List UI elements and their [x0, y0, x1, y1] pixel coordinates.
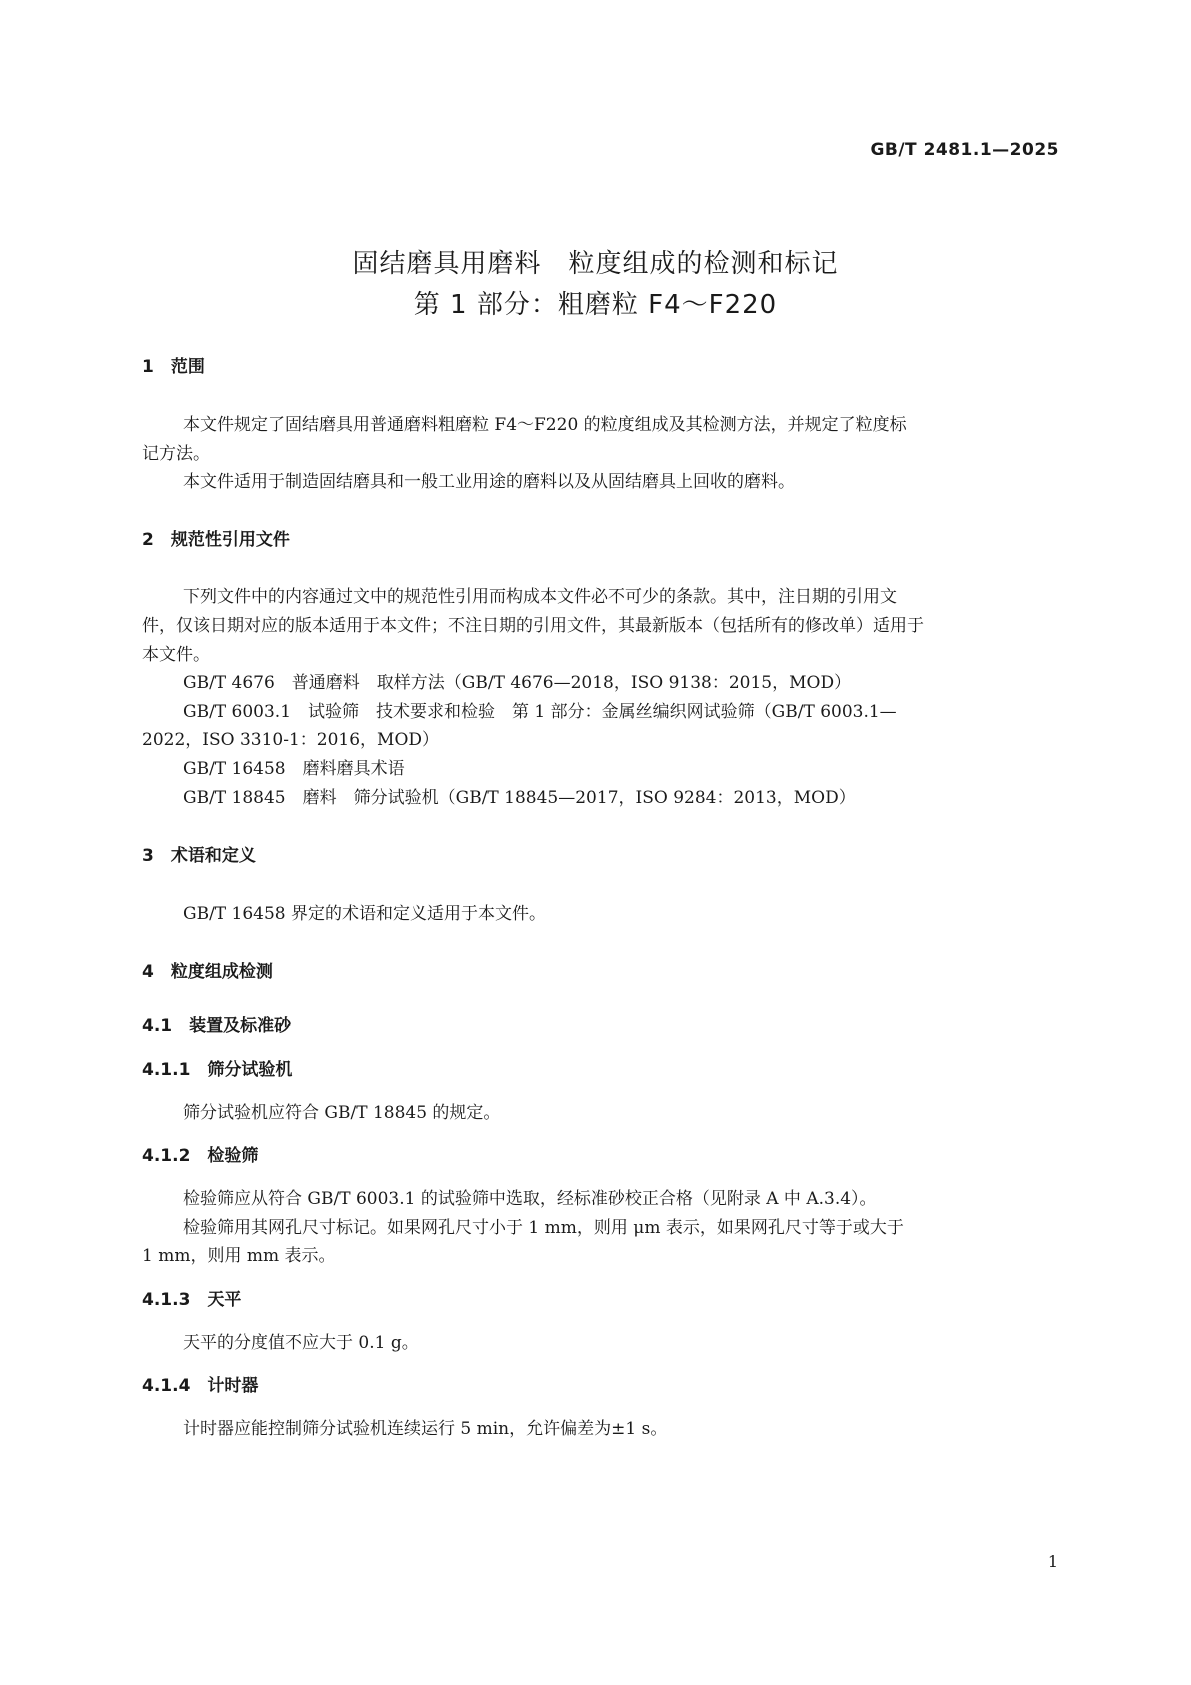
- paragraph: 本文件规定了固结磨具用普通磨料粗磨粒 F4～F220 的粒度组成及其检测方法，并规定了粒度标: [183, 415, 907, 435]
- subsection-heading-sieving-machine: 4.1.1 筛分试验机: [142, 1060, 293, 1080]
- paragraph: 筛分试验机应符合 GB/T 18845 的规定。: [183, 1103, 501, 1123]
- paragraph: 下列文件中的内容通过文中的规范性引用而构成本文件必不可少的条款。其中，注日期的引用文: [183, 587, 897, 607]
- reference-item: GB/T 16458 磨料磨具术语: [183, 759, 405, 779]
- paragraph: 1 mm，则用 mm 表示。: [142, 1246, 336, 1266]
- paragraph: 本文件适用于制造固结磨具和一般工业用途的磨料以及从固结磨具上回收的磨料。: [183, 472, 795, 492]
- reference-item-continuation: 2022，ISO 3310-1：2016，MOD）: [142, 730, 440, 750]
- reference-item: GB/T 18845 磨料 筛分试验机（GB/T 18845—2017，ISO 9284：2013，MOD）: [183, 788, 856, 808]
- paragraph: 天平的分度值不应大于 0.1 g。: [183, 1333, 419, 1353]
- subsection-heading-apparatus: 4.1 装置及标准砂: [142, 1016, 292, 1036]
- document-title-line1: 固结磨具用磨料 粒度组成的检测和标记: [352, 249, 839, 279]
- standard-code: GB/T 2481.1—2025: [870, 140, 1059, 160]
- paragraph: 检验筛用其网孔尺寸标记。如果网孔尺寸小于 1 mm，则用 μm 表示，如果网孔尺寸等于或大于: [183, 1218, 904, 1238]
- paragraph: 记方法。: [142, 444, 210, 464]
- page-number: 1: [1047, 1552, 1058, 1571]
- paragraph: 计时器应能控制筛分试验机连续运行 5 min，允许偏差为±1 s。: [183, 1419, 668, 1439]
- subsection-heading-timer: 4.1.4 计时器: [142, 1376, 259, 1396]
- document-title-line2: 第 1 部分：粗磨粒 F4～F220: [413, 290, 778, 320]
- reference-item: GB/T 4676 普通磨料 取样方法（GB/T 4676—2018，ISO 9138：2015，MOD）: [183, 673, 852, 693]
- section-heading-scope: 1 范围: [142, 357, 205, 377]
- section-heading-terms: 3 术语和定义: [142, 846, 256, 866]
- paragraph: 本文件。: [142, 645, 210, 665]
- subsection-heading-test-sieves: 4.1.2 检验筛: [142, 1146, 259, 1166]
- paragraph: 件，仅该日期对应的版本适用于本文件；不注日期的引用文件，其最新版本（包括所有的修改单）适用于: [142, 616, 924, 636]
- section-heading-grain-size-test: 4 粒度组成检测: [142, 962, 273, 982]
- paragraph: 检验筛应从符合 GB/T 6003.1 的试验筛中选取，经标准砂校正合格（见附录 A 中 A.3.4）。: [183, 1189, 877, 1209]
- paragraph: GB/T 16458 界定的术语和定义适用于本文件。: [183, 904, 547, 924]
- reference-item: GB/T 6003.1 试验筛 技术要求和检验 第 1 部分：金属丝编织网试验筛（GB/T 6003.1—: [183, 702, 897, 722]
- subsection-heading-balance: 4.1.3 天平: [142, 1290, 242, 1310]
- section-heading-normative-references: 2 规范性引用文件: [142, 530, 290, 550]
